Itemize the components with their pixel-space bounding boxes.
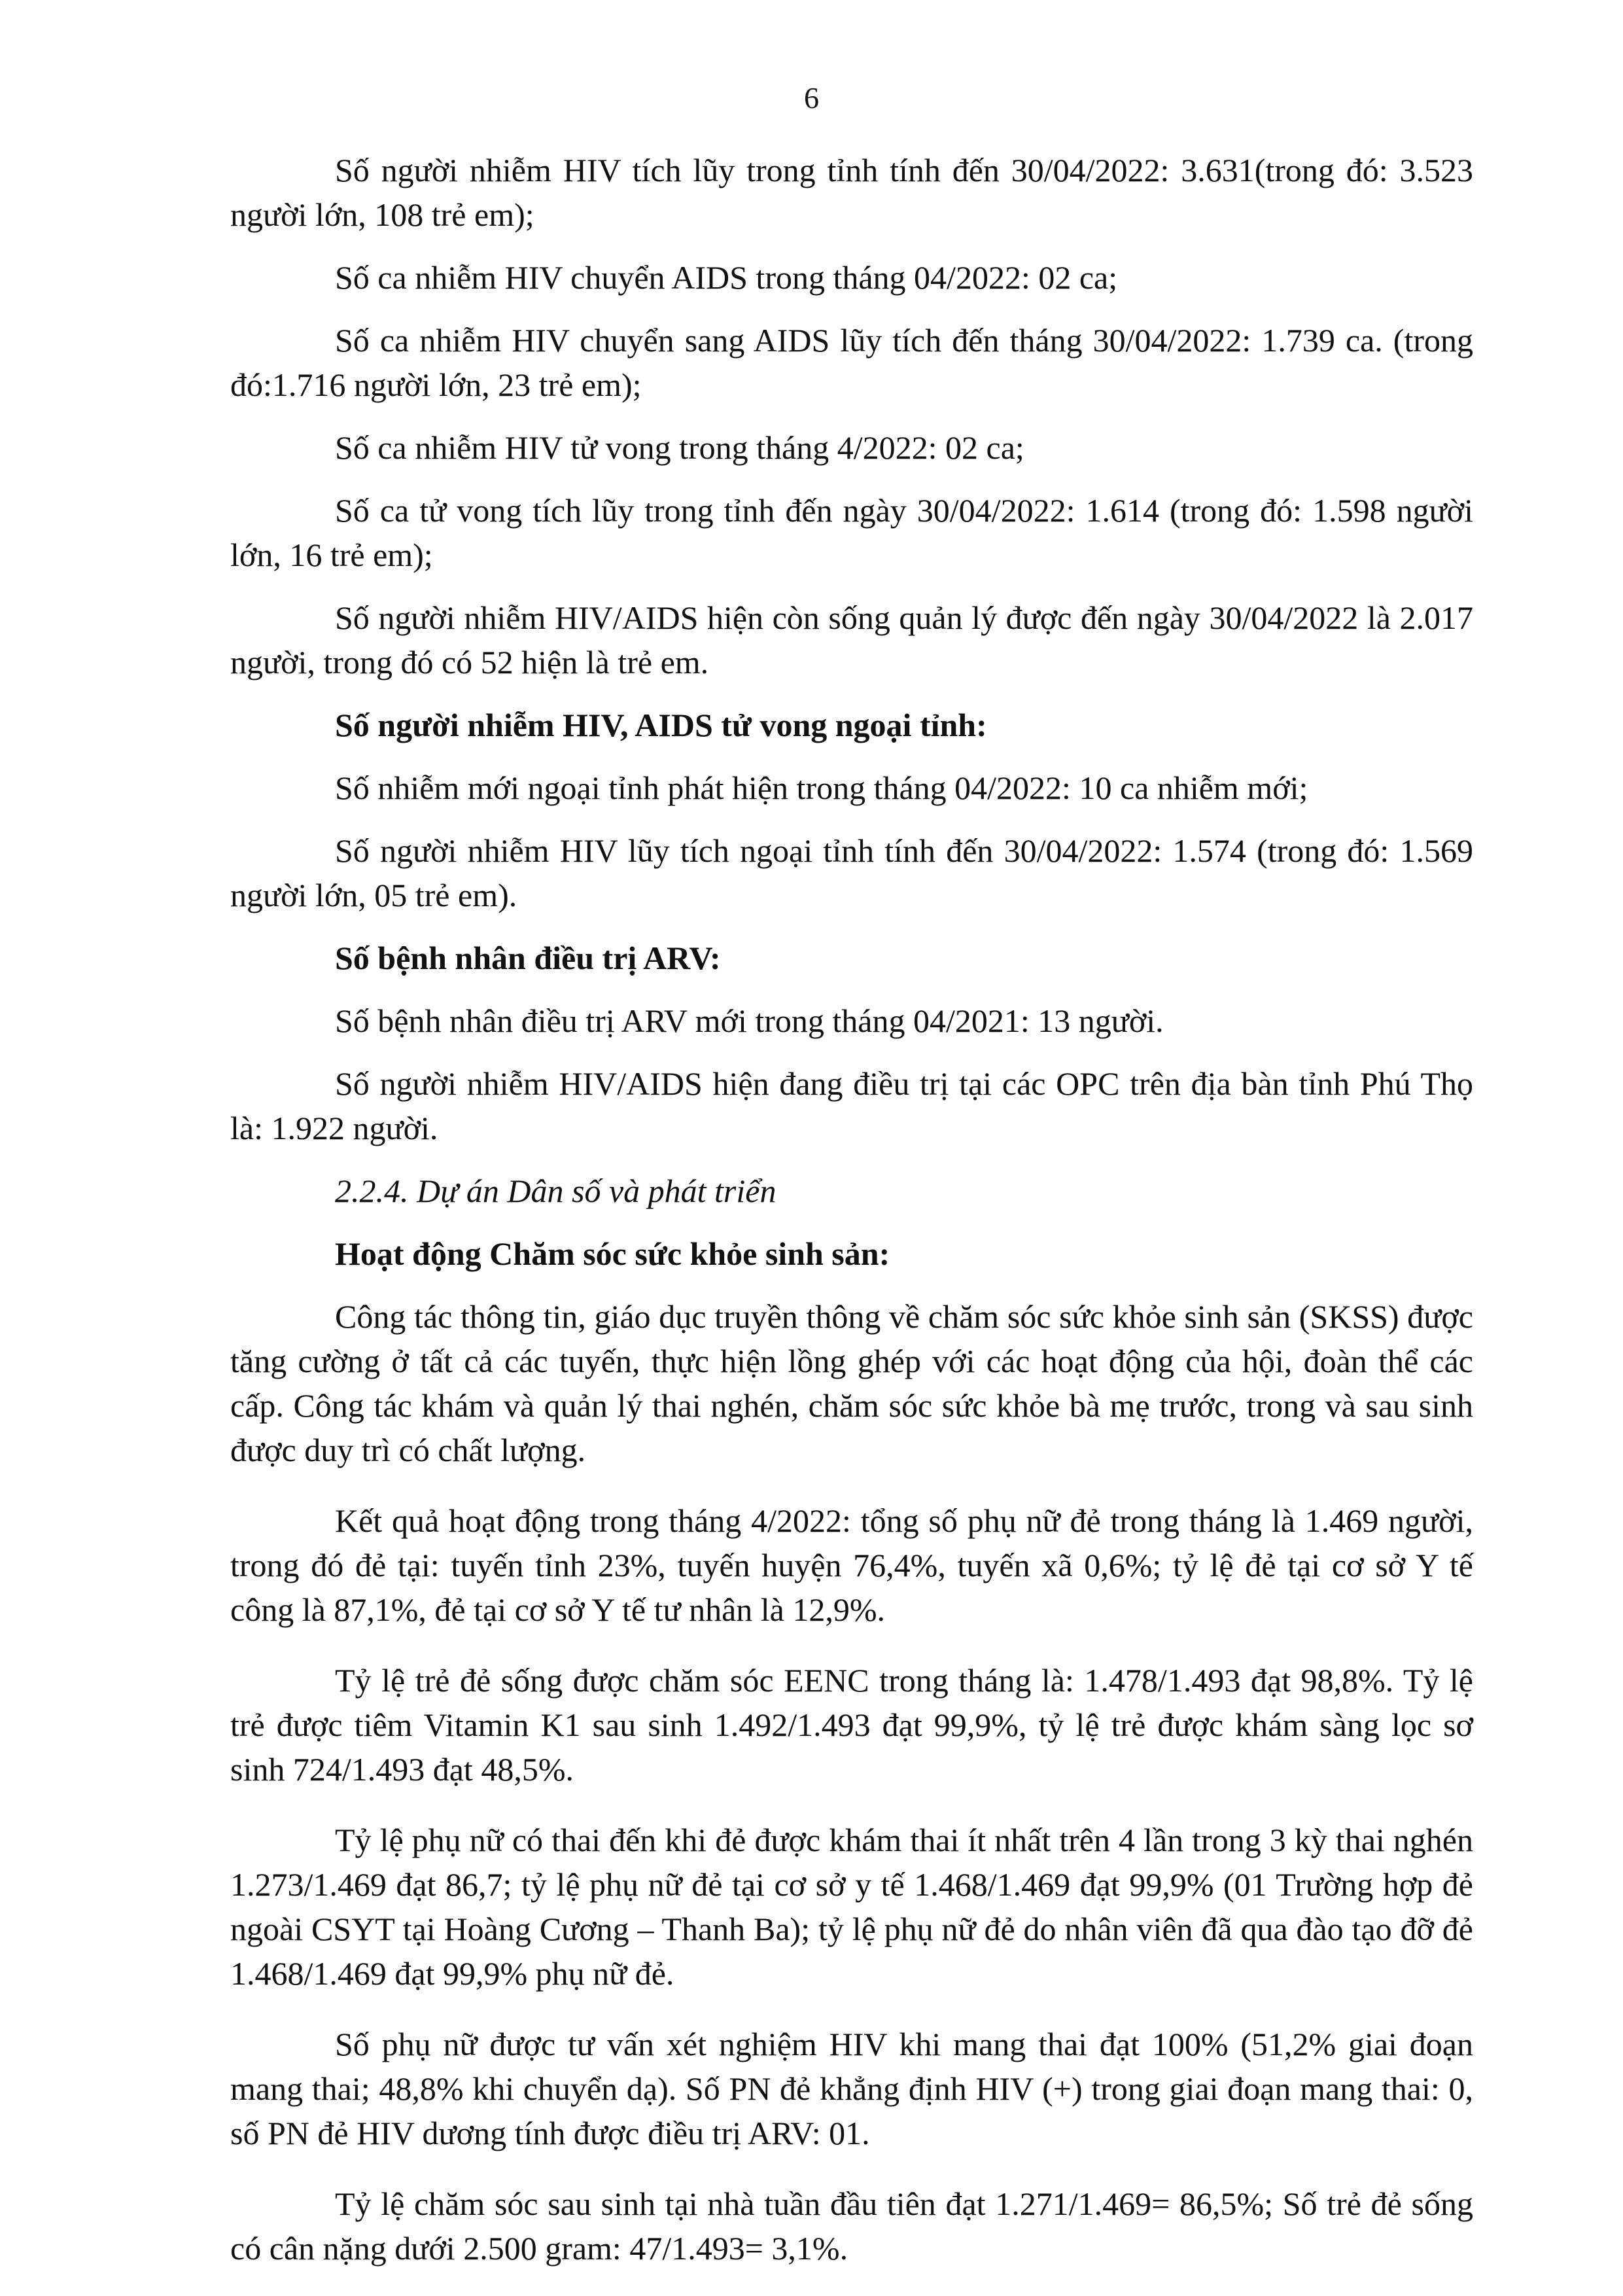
heading-arv-patients: Số bệnh nhân điều trị ARV: — [335, 940, 721, 976]
paragraph-deaths-cumulative: Số ca tử vong tích lũy trong tỉnh đến ngày 30/04/2022: 1.614 (trong đó: 1.598 người lớn, 16 trẻ em); — [230, 492, 1473, 573]
page-number: 6 — [804, 81, 819, 115]
section-heading-population: 2.2.4. Dự án Dân số và phát triển — [335, 1173, 777, 1209]
heading-reproductive-health: Hoạt động Chăm sóc sức khỏe sinh sản: — [335, 1235, 890, 1272]
paragraph-arv-new: Số bệnh nhân điều trị ARV mới trong tháng 04/2021: 13 người. — [335, 1002, 1164, 1039]
paragraph-outside-new: Số nhiễm mới ngoại tỉnh phát hiện trong tháng 04/2022: 10 ca nhiễm mới; — [335, 769, 1308, 806]
paragraph-aids-cumulative: Số ca nhiễm HIV chuyển sang AIDS lũy tích đến tháng 30/04/2022: 1.739 ca. (trong đó:1.716 người lớn, 23 trẻ em); — [230, 322, 1473, 403]
paragraph-arv-opc: Số người nhiễm HIV/AIDS hiện đang điều trị tại các OPC trên địa bàn tỉnh Phú Thọ là: 1.922 người. — [230, 1065, 1473, 1146]
paragraph-living-managed: Số người nhiễm HIV/AIDS hiện còn sống quản lý được đến ngày 30/04/2022 là 2.017 người, trong đó có 52 hiện là trẻ em. — [230, 599, 1473, 680]
paragraph-postnatal-care: Tỷ lệ chăm sóc sau sinh tại nhà tuần đầu tiên đạt 1.271/1.469= 86,5%; Số trẻ đẻ sống có cân nặng dưới 2.500 gram: 47/1.493= 3,1%. — [230, 2185, 1473, 2267]
paragraph-prenatal-checks: Tỷ lệ phụ nữ có thai đến khi đẻ được khám thai ít nhất trên 4 lần trong 3 kỳ thai nghén 1.273/1.469 đạt 86,7; tỷ lệ phụ nữ đẻ tại cơ sở y tế 1.468/1.469 đạt 99,9% (01 Trường hợp đẻ ngoài CSYT tại Hoàng Cương – Thanh Ba); tỷ lệ phụ nữ đẻ do nhân viên đã qua đào tạo đỡ đẻ 1.468/1.469 đạt 99,9% phụ nữ đẻ. — [230, 1822, 1473, 1992]
paragraph-hiv-cumulative: Số người nhiễm HIV tích lũy trong tỉnh tính đến 30/04/2022: 3.631(trong đó: 3.523 người lớn, 108 trẻ em); — [230, 152, 1473, 233]
paragraph-eenc: Tỷ lệ trẻ đẻ sống được chăm sóc EENC trong tháng là: 1.478/1.493 đạt 98,8%. Tỷ lệ trẻ được tiêm Vitamin K1 sau sinh 1.492/1.493 đạt 99,9%, tỷ lệ trẻ được khám sàng lọc sơ sinh 724/1.493 đạt 48,5%. — [230, 1662, 1473, 1788]
paragraph-aids-month: Số ca nhiễm HIV chuyển AIDS trong tháng 04/2022: 02 ca; — [335, 259, 1118, 296]
document-body — [230, 148, 1473, 2289]
paragraph-birth-results: Kết quả hoạt động trong tháng 4/2022: tổng số phụ nữ đẻ trong tháng là 1.469 người, trong đó đẻ tại: tuyến tỉnh 23%, tuyến huyện 76,4%, tuyến xã 0,6%; tỷ lệ đẻ tại cơ sở Y tế công là 87,1%, đẻ tại cơ sở Y tế tư nhân là 12,9%. — [230, 1502, 1473, 1628]
paragraph-hiv-testing-pregnancy: Số phụ nữ được tư vấn xét nghiệm HIV khi mang thai đạt 100% (51,2% giai đoạn mang thai; 48,8% khi chuyển dạ). Số PN đẻ khẳng định HIV (+) trong giai đoạn mang thai: 0, số PN đẻ HIV dương tính được điều trị ARV: 01. — [230, 2026, 1473, 2151]
paragraph-deaths-month: Số ca nhiễm HIV tử vong trong tháng 4/2022: 02 ca; — [335, 429, 1024, 466]
paragraph-outside-cumulative: Số người nhiễm HIV lũy tích ngoại tỉnh tính đến 30/04/2022: 1.574 (trong đó: 1.569 người lớn, 05 trẻ em). — [230, 832, 1473, 913]
paragraph-skss-communication: Công tác thông tin, giáo dục truyền thông về chăm sóc sức khỏe sinh sản (SKSS) được tăng cường ở tất cả các tuyến, thực hiện lồng ghép với các hoạt động của hội, đoàn thể các cấp. Công tác khám và quản lý thai nghén, chăm sóc sức khỏe bà mẹ trước, trong và sau sinh được duy trì có chất lượng. — [230, 1298, 1473, 1468]
heading-outside-province: Số người nhiễm HIV, AIDS tử vong ngoại tỉnh: — [335, 707, 987, 743]
